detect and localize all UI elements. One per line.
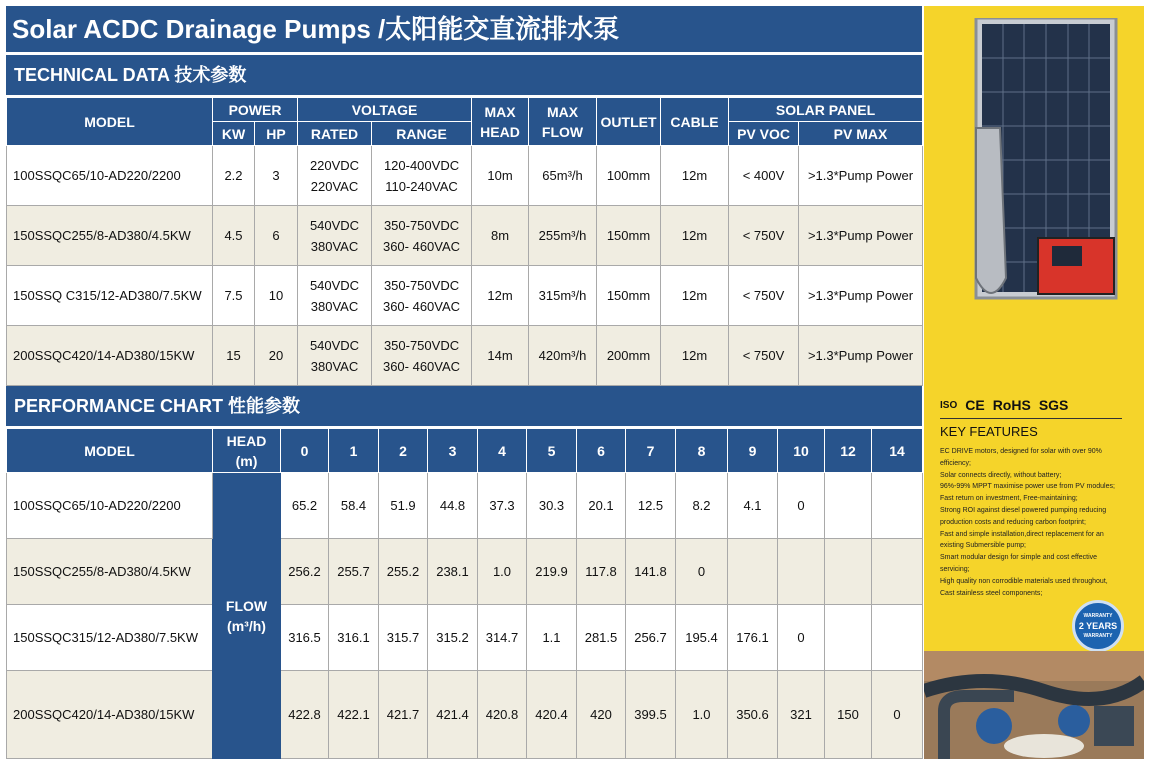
range-header: RANGE [372, 122, 472, 146]
flow-value-cell: 420.8 [478, 671, 527, 759]
key-feature-line: Fast return on investment, Free-maintaining; [940, 495, 1078, 503]
flow-value-cell: 314.7 [478, 605, 527, 671]
rated-cell [298, 326, 372, 386]
range-cell-line1: 350-750VDC [383, 337, 460, 353]
flow-label-cell [213, 473, 281, 759]
pipes-photo [924, 651, 1144, 759]
outlet-header: OUTLET [597, 98, 661, 146]
max-flow-header: MAX FLOW [529, 98, 597, 146]
rated-cell-line2: 380VAC [310, 238, 359, 254]
model-cell: 150SSQC255/8-AD380/4.5KW [7, 206, 213, 266]
flow-value-cell: 12.5 [626, 473, 676, 539]
model-cell: 150SSQC315/12-AD380/7.5KW [7, 605, 213, 671]
hp-cell: 20 [255, 326, 298, 386]
iso-mark: ISO [940, 399, 958, 411]
flow-value-cell: 4.1 [728, 473, 778, 539]
flow-value-cell: 1.0 [478, 539, 527, 605]
head-value-header: 5 [527, 429, 577, 473]
flow-value-cell: 255.2 [379, 539, 428, 605]
flow-value-cell: 117.8 [577, 539, 626, 605]
flow-value-cell: 350.6 [728, 671, 778, 759]
rated-cell-line2: 380VAC [310, 298, 359, 314]
key-feature-line: Fast and simple installation,direct replacement for an [940, 530, 1104, 538]
pv-max-header: PV MAX [799, 122, 923, 146]
head-header-unit: (m) [235, 452, 258, 469]
table-row [7, 671, 923, 759]
technical-data-table [6, 97, 923, 386]
hp-cell: 6 [255, 206, 298, 266]
head-value-header: 7 [626, 429, 676, 473]
rated-header: RATED [298, 122, 372, 146]
warranty-years: 2 YEARS [1078, 621, 1118, 631]
divider [940, 418, 1122, 419]
flow-value-cell: 316.1 [329, 605, 379, 671]
table-row [7, 206, 923, 266]
flow-value-cell: 315.7 [379, 605, 428, 671]
pv-voc-cell: < 750V [729, 266, 799, 326]
max-head-cell: 8m [472, 206, 529, 266]
max-flow-cell: 255m³/h [529, 206, 597, 266]
head-value-header: 2 [379, 429, 428, 473]
flow-value-cell: 37.3 [478, 473, 527, 539]
head-value-header: 6 [577, 429, 626, 473]
range-cell-line2: 360- 460VAC [382, 358, 461, 374]
hp-header: HP [255, 122, 298, 146]
outlet-cell: 200mm [597, 326, 661, 386]
flow-value-cell: 0 [778, 605, 825, 671]
flow-value-cell: 150 [825, 671, 872, 759]
cable-cell: 12m [661, 266, 729, 326]
divider [6, 52, 922, 54]
performance-chart-title: PERFORMANCE CHART 性能参数 [6, 386, 922, 426]
kw-cell: 2.2 [213, 146, 255, 206]
flow-value-cell: 420.4 [527, 671, 577, 759]
key-feature-line: 96%-99% MPPT maximise power use from PV modules; [940, 483, 1115, 491]
rated-cell-line1: 220VDC [309, 157, 360, 173]
key-feature-line: Solar connects directly, without battery; [940, 471, 1062, 479]
flow-value-cell: 30.3 [527, 473, 577, 539]
key-feature-line: Cast stainless steel components; [940, 589, 1043, 597]
table-row [7, 326, 923, 386]
pv-voc-cell: < 750V [729, 326, 799, 386]
cable-cell: 12m [661, 326, 729, 386]
flow-value-cell: 20.1 [577, 473, 626, 539]
kw-cell: 7.5 [213, 266, 255, 326]
warranty-top: WARRANTY [1083, 613, 1113, 619]
flow-value-cell: 51.9 [379, 473, 428, 539]
rated-cell-line1: 540VDC [309, 277, 360, 293]
flow-value-cell [872, 605, 923, 671]
flow-value-cell [825, 473, 872, 539]
rated-cell-line2: 220VAC [310, 178, 359, 194]
flow-value-cell: 421.7 [379, 671, 428, 759]
head-value-header: 4 [478, 429, 527, 473]
max-head-cell: 10m [472, 146, 529, 206]
key-feature-line: existing Submersible pump; [940, 542, 1026, 550]
flow-label: FLOW [225, 597, 268, 614]
head-header-label: HEAD [226, 432, 267, 449]
key-feature-line: production costs and reducing carbon footprint; [940, 518, 1086, 526]
flow-value-cell [872, 539, 923, 605]
performance-table [6, 428, 923, 759]
table-row [7, 605, 923, 671]
key-feature-line: Smart modular design for simple and cost effective [940, 554, 1098, 562]
model-cell: 150SSQC255/8-AD380/4.5KW [7, 539, 213, 605]
rated-cell-line1: 540VDC [309, 337, 360, 353]
max-flow-cell: 420m³/h [529, 326, 597, 386]
flow-value-cell [825, 605, 872, 671]
range-cell [372, 326, 472, 386]
range-cell [372, 206, 472, 266]
sgs-mark: SGS [1038, 397, 1069, 413]
flow-value-cell: 399.5 [626, 671, 676, 759]
model-header: MODEL [7, 98, 213, 146]
outlet-cell: 100mm [597, 146, 661, 206]
model-cell: 100SSQC65/10-AD220/2200 [7, 146, 213, 206]
cable-cell: 12m [661, 206, 729, 266]
pv-max-cell: >1.3*Pump Power [799, 206, 923, 266]
flow-value-cell: 422.1 [329, 671, 379, 759]
model-cell: 100SSQC65/10-AD220/2200 [7, 473, 213, 539]
kw-cell: 4.5 [213, 206, 255, 266]
side-panel [924, 6, 1144, 759]
head-value-header: 0 [281, 429, 329, 473]
max-flow-cell: 315m³/h [529, 266, 597, 326]
pv-voc-cell: < 750V [729, 206, 799, 266]
flow-value-cell: 219.9 [527, 539, 577, 605]
key-feature-line: servicing; [940, 565, 970, 573]
ce-mark: CE [965, 397, 985, 413]
flow-value-cell [872, 473, 923, 539]
range-cell [372, 266, 472, 326]
flow-value-cell: 58.4 [329, 473, 379, 539]
flow-value-cell: 141.8 [626, 539, 676, 605]
flow-value-cell [728, 539, 778, 605]
key-feature-line: High quality non corrodible materials used throughout, [940, 577, 1108, 585]
cable-header: CABLE [661, 98, 729, 146]
max-head-header: MAX HEAD [472, 98, 529, 146]
range-cell-line1: 350-750VDC [383, 217, 460, 233]
head-value-header: 1 [329, 429, 379, 473]
solar-panel-header: SOLAR PANEL [729, 98, 923, 122]
flow-value-cell: 8.2 [676, 473, 728, 539]
voltage-header: VOLTAGE [298, 98, 472, 122]
max-head-cell: 12m [472, 266, 529, 326]
flow-value-cell: 176.1 [728, 605, 778, 671]
model-cell: 200SSQC420/14-AD380/15KW [7, 671, 213, 759]
flow-value-cell: 65.2 [281, 473, 329, 539]
pv-max-cell: >1.3*Pump Power [799, 146, 923, 206]
rated-cell [298, 146, 372, 206]
table-row [7, 473, 923, 539]
table-row [7, 266, 923, 326]
flow-value-cell: 238.1 [428, 539, 478, 605]
flow-value-cell: 421.4 [428, 671, 478, 759]
warranty-bottom: WARRANTY [1083, 633, 1113, 639]
flow-value-cell: 256.2 [281, 539, 329, 605]
flow-value-cell: 1.0 [676, 671, 728, 759]
flow-value-cell: 255.7 [329, 539, 379, 605]
cable-cell: 12m [661, 146, 729, 206]
range-cell-line2: 110-240VAC [385, 178, 458, 194]
flow-value-cell: 316.5 [281, 605, 329, 671]
range-cell-line2: 360- 460VAC [382, 238, 461, 254]
key-features-list [940, 446, 1130, 599]
rohs-mark: RoHS [992, 397, 1031, 413]
head-value-header: 9 [728, 429, 778, 473]
pv-max-cell: >1.3*Pump Power [799, 326, 923, 386]
flow-value-cell: 281.5 [577, 605, 626, 671]
hp-cell: 3 [255, 146, 298, 206]
flow-value-cell: 195.4 [676, 605, 728, 671]
flow-value-cell [825, 539, 872, 605]
flow-unit: (m³/h) [227, 617, 266, 634]
outlet-cell: 150mm [597, 206, 661, 266]
range-cell-line1: 120-400VDC [383, 157, 460, 173]
certifications [940, 394, 1120, 416]
rated-cell [298, 206, 372, 266]
max-flow-cell: 65m³/h [529, 146, 597, 206]
head-value-header: 10 [778, 429, 825, 473]
key-feature-line: efficiency; [940, 459, 971, 467]
flow-value-cell: 315.2 [428, 605, 478, 671]
kw-header: KW [213, 122, 255, 146]
page-title: Solar ACDC Drainage Pumps /太阳能交直流排水泵 [6, 6, 922, 52]
outlet-cell: 150mm [597, 266, 661, 326]
head-value-header: 3 [428, 429, 478, 473]
rated-cell-line1: 540VDC [309, 217, 360, 233]
head-value-header: 8 [676, 429, 728, 473]
model-cell: 200SSQC420/14-AD380/15KW [7, 326, 213, 386]
flow-value-cell: 44.8 [428, 473, 478, 539]
flow-value-cell: 0 [676, 539, 728, 605]
table-row [7, 146, 923, 206]
kw-cell: 15 [213, 326, 255, 386]
pv-voc-header: PV VOC [729, 122, 799, 146]
pv-max-cell: >1.3*Pump Power [799, 266, 923, 326]
range-cell [372, 146, 472, 206]
rated-cell [298, 266, 372, 326]
max-head-cell: 14m [472, 326, 529, 386]
pv-voc-cell: < 400V [729, 146, 799, 206]
range-cell-line1: 350-750VDC [383, 277, 460, 293]
flow-value-cell: 1.1 [527, 605, 577, 671]
flow-value-cell: 321 [778, 671, 825, 759]
flow-value-cell: 256.7 [626, 605, 676, 671]
flow-value-cell: 420 [577, 671, 626, 759]
key-feature-line: Strong ROI against diesel powered pumping reducing [940, 506, 1107, 514]
range-cell-line2: 360- 460VAC [382, 298, 461, 314]
solar-panel-pump-image [966, 18, 1126, 308]
power-header: POWER [213, 98, 298, 122]
perf-model-header: MODEL [7, 429, 213, 473]
rated-cell-line2: 380VAC [310, 358, 359, 374]
hp-cell: 10 [255, 266, 298, 326]
key-feature-line: EC DRIVE motors, designed for solar with over 90% [940, 448, 1102, 455]
head-header [213, 429, 281, 473]
head-value-header: 14 [872, 429, 923, 473]
technical-data-title: TECHNICAL DATA 技术参数 [6, 55, 922, 95]
model-cell: 150SSQ C315/12-AD380/7.5KW [7, 266, 213, 326]
flow-value-cell: 0 [872, 671, 923, 759]
warranty-badge [1072, 600, 1124, 652]
table-row [7, 539, 923, 605]
head-value-header: 12 [825, 429, 872, 473]
flow-value-cell [778, 539, 825, 605]
flow-value-cell: 0 [778, 473, 825, 539]
key-features-title: KEY FEATURES [940, 424, 1038, 439]
flow-value-cell: 422.8 [281, 671, 329, 759]
